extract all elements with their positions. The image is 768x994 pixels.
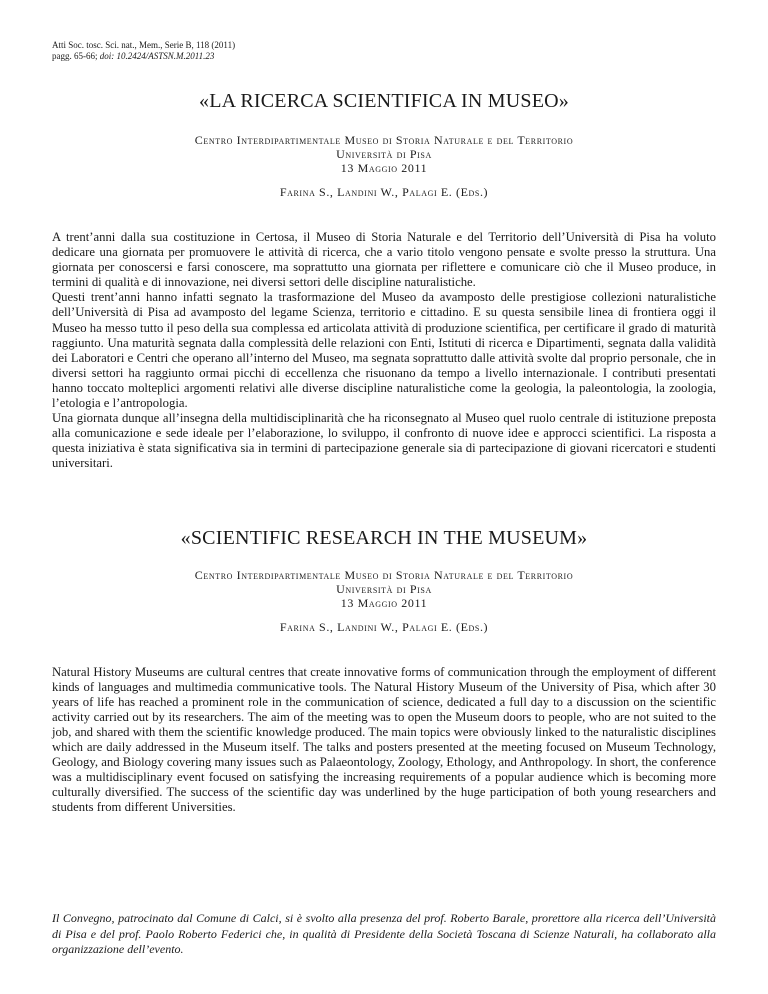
italian-abstract (52, 230, 716, 472)
italian-paragraph-3: Una giornata dunque all’insegna della multidisciplinarità che ha riconsegnato al Museo quel ruolo centrale di istituzione preposta alla comunicazione e sede ideale per l’elaborazione, lo sviluppo, il confronto di nuove idee e approcci scientifici. La risposta a questa iniziativa è stata significativa sia in termini di partecipazione generale sia di partecipazione di giovani ricercatori e studenti universitari. (52, 411, 716, 471)
english-paragraph: Natural History Museums are cultural centres that create innovative forms of communication through the employment of different kinds of languages and multimedia communicative tools. The Natural History Museum of the University of Pisa, which after 30 years of life has reached a prominent role in the communication of science, dedicated a full day to a discussion on the scientific activity carried out by its researchers. The aim of the meeting was to open the Museum doors to people, who are not suited to the job, and shared with them the scientific knowledge produced. The main topics were obviously linked to the naturalistic disciplines which are daily addressed in the Museum itself. The talks and posters presented at the meeting focused on Museum Technology, Geology, and Biology covering many issues such as Palaeontology, Zoology, Ethology, and Anthropology. In short, the conference was a multidisciplinary event focused on satisfying the increasing requirements of a popular audience which is becoming more culturally diversified. The success of the scientific day was underlined by the huge participation of both young researchers and students from different Universities. (52, 664, 716, 815)
english-centre: Centro Interdipartimentale Museo di Storia Naturale e del Territorio (194, 567, 574, 582)
event-footnote: Il Convegno, patrocinato dal Comune di Calci, si è svolto alla presenza del prof. Roberto Barale, prorettore alla ricerca dell’Università di Pisa e del prof. Paolo Roberto Federici che, in qualità di Presidente della Società Toscana di Scienze Naturali, ha collaborato alla organizzazione dell’evento. (52, 911, 716, 956)
journal-citation: Atti Soc. tosc. Sci. nat., Mem., Serie B, 118 (2011) (52, 40, 236, 50)
italian-paragraph-1: A trent’anni dalla sua costituzione in Certosa, il Museo di Storia Naturale e del Territorio dell’Università di Pisa ha voluto dedicare una giornata per promuovere le attività di ricerca, che a vario titolo vengono pensate e svolte presso la struttura. Una giornata per conoscersi e farsi conoscere, ma soprattutto una giornata per riflettere e comunicare ciò che il Museo produce, in termini di qualità e di innovazione, nei diversi settori delle discipline naturalistiche. (52, 230, 716, 290)
italian-date: 13 Maggio 2011 (340, 161, 428, 175)
journal-reference (52, 40, 716, 62)
english-title: «SCIENTIFIC RESEARCH IN THE MUSEUM» (180, 526, 588, 549)
journal-doi: doi: 10.2424/ASTSN.M.2011.23 (99, 51, 215, 61)
italian-section (52, 90, 716, 472)
journal-pages: pagg. 65-66; (52, 51, 98, 61)
english-section (52, 527, 716, 816)
italian-paragraph-2: Questi trent’anni hanno infatti segnato la trasformazione del Museo da avamposto delle prestigiose collezioni naturalistiche dell’Università di Pisa ad avamposto del legame Scienza, territorio e cittadino. E su questa sensibile linea di frontiera oggi il Museo ha messo tutto il peso della sua complessa ed articolata attività di produzione scientifica, per certificare il grado di maturità raggiunto. Una maturità segnata dalla complessità delle relazioni con Enti, Istituti di ricerca e Dipartimenti, segnata dalla validità dei Laboratori e Centri che operano all’interno del Museo, ma segnata soprattutto dalle attività svolte dal proprio personale, che in diversi settori ha raggiunto ormai picchi di eccellenza che risuonano da tempo a livello internazionale. I contributi presentati hanno toccato molteplici argomenti relativi alle diverse discipline naturalistiche come la geologia, la paleontologia, la zoologia, l’etologia e l’antropologia. (52, 290, 716, 411)
journal-pages-doi (52, 51, 716, 62)
english-date: 13 Maggio 2011 (340, 595, 428, 610)
english-editors: Farina S., Landini W., Palagi E. (Eds.) (279, 619, 489, 634)
english-university: Università di Pisa (336, 581, 432, 596)
italian-title: «LA RICERCA SCIENTIFICA IN MUSEO» (199, 90, 569, 112)
paper-page (52, 40, 716, 957)
english-abstract (52, 665, 716, 816)
italian-centre: Centro Interdipartimentale Museo di Storia Naturale e del Territorio (194, 133, 574, 147)
italian-university: Università di Pisa (336, 147, 432, 161)
italian-editors: Farina S., Landini W., Palagi E. (Eds.) (279, 185, 489, 199)
